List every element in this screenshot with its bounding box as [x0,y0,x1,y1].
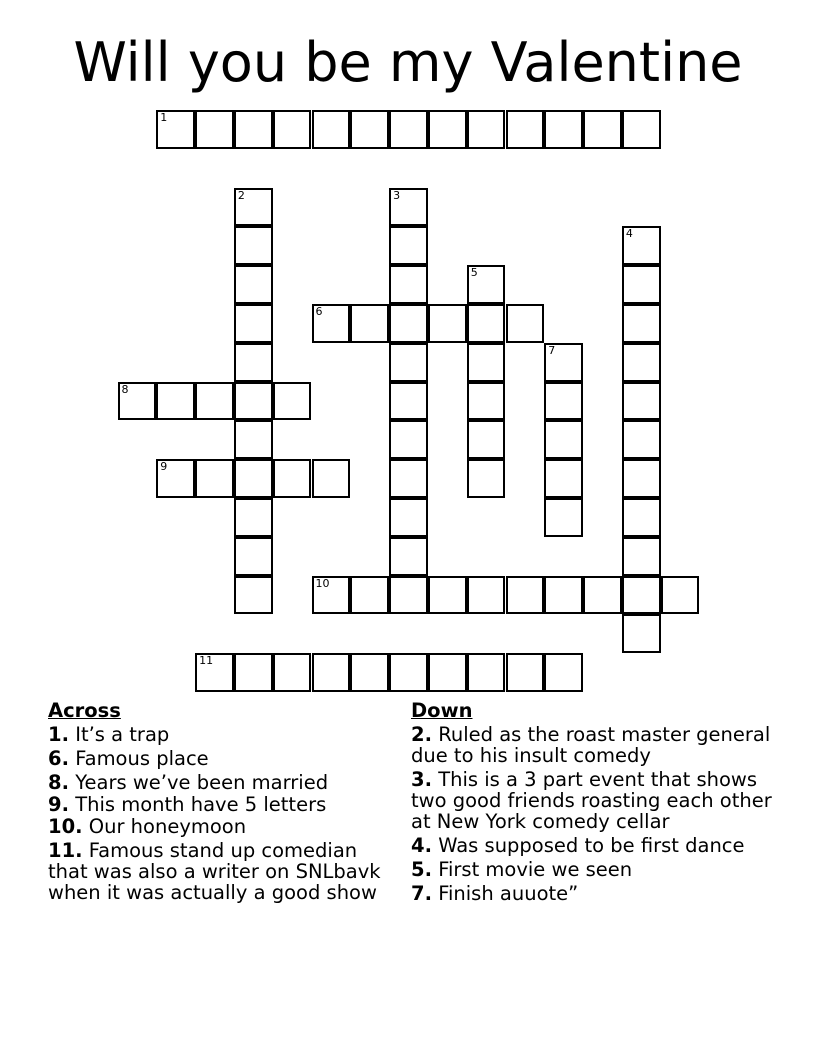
clue-number: 6 [315,305,323,318]
clue-down-4: 4. Was supposed to be first dance [411,834,745,857]
grid-cell[interactable] [389,576,428,615]
grid-cell[interactable] [544,382,583,421]
grid-cell[interactable] [389,498,428,537]
grid-cell[interactable] [273,653,312,692]
grid-cell[interactable] [195,459,234,498]
grid-cell[interactable] [234,576,273,615]
clue-down-5: 5. First movie we seen [411,858,633,881]
grid-cell[interactable] [234,188,273,227]
grid-cell[interactable] [156,382,195,421]
grid-cell[interactable] [428,576,467,615]
grid-cell[interactable] [389,265,428,304]
grid-cell[interactable] [389,110,428,149]
grid-cell[interactable] [156,459,195,498]
grid-cell[interactable] [118,382,157,421]
grid-cell[interactable] [389,188,428,227]
grid-cell[interactable] [467,576,506,615]
clue-number: 2 [237,188,245,202]
grid-cell[interactable] [389,537,428,576]
clue-across-10: 10. Our honeymoon [48,815,247,838]
clue-number: 9 [160,460,168,474]
grid-cell[interactable] [622,420,661,459]
grid-cell[interactable] [273,382,312,421]
grid-cell[interactable] [389,226,428,265]
grid-cell[interactable] [506,110,545,149]
clue-down-3: 3. This is a 3 part event that shows two good friends roasting each other at New York comedy cellar [411,768,772,833]
grid-cell[interactable] [234,420,273,459]
grid-cell[interactable] [506,304,545,343]
grid-cell[interactable] [234,498,273,537]
grid-cell[interactable] [234,653,273,692]
grid-cell[interactable] [622,576,661,615]
clue-across-8: 8. Years we’ve been married [48,771,329,794]
clue-across-1: 1. It’s a trap [48,723,170,746]
grid-cell[interactable] [467,459,506,498]
grid-cell[interactable] [544,420,583,459]
grid-cell[interactable] [622,265,661,304]
down-heading: Down [411,699,473,722]
clue-number: 10 [315,576,330,590]
grid-cell[interactable] [312,110,351,149]
clue-down-2: 2. Ruled as the roast master general due to his insult comedy [411,723,771,767]
clue-number: 7 [548,343,556,357]
grid-cell[interactable] [273,459,312,498]
clue-across-6: 6. Famous place [48,747,209,770]
grid-cell[interactable] [622,614,661,653]
grid-cell[interactable] [234,265,273,304]
across-clues [48,700,398,906]
grid-cell[interactable] [467,304,506,343]
grid-cell[interactable] [195,382,234,421]
grid-cell[interactable] [622,537,661,576]
grid-cell[interactable] [622,459,661,498]
grid-cell[interactable] [389,420,428,459]
clue-number: 11 [199,654,214,668]
grid-cell[interactable] [389,343,428,382]
grid-cell[interactable] [273,110,312,149]
grid-cell[interactable] [234,226,273,265]
grid-cell[interactable] [622,110,661,149]
grid-cell[interactable] [506,576,545,615]
grid-cell[interactable] [622,226,661,265]
grid-cell[interactable] [312,304,351,343]
clue-number: 4 [625,227,633,241]
grid-cell[interactable] [467,420,506,459]
grid-cell[interactable] [467,382,506,421]
down-clues [411,700,781,907]
grid-cell[interactable] [544,498,583,537]
grid-cell[interactable] [389,382,428,421]
across-heading: Across [48,699,121,722]
grid-cell[interactable] [389,304,428,343]
grid-cell[interactable] [350,576,389,615]
grid-cell[interactable] [622,382,661,421]
grid-cell[interactable] [234,459,273,498]
grid-cell[interactable] [234,304,273,343]
grid-cell[interactable] [544,459,583,498]
grid-cell[interactable] [195,110,234,149]
grid-cell[interactable] [622,498,661,537]
grid-cell[interactable] [234,343,273,382]
grid-cell[interactable] [544,653,583,692]
grid-cell[interactable] [506,653,545,692]
grid-cell[interactable] [544,343,583,382]
grid-cell[interactable] [467,343,506,382]
grid-cell[interactable] [156,110,195,149]
clue-across-11: 11. Famous stand up comedian that was also a writer on SNLbavk when it was actually a good show [48,839,381,904]
grid-cell[interactable] [312,653,351,692]
grid-cell[interactable] [234,110,273,149]
grid-cell[interactable] [622,304,661,343]
grid-cell[interactable] [467,110,506,149]
clue-number: 3 [393,188,401,202]
grid-cell[interactable] [195,653,234,692]
grid-cell[interactable] [428,304,467,343]
clue-number: 8 [121,382,129,396]
grid-cell[interactable] [583,576,622,615]
grid-cell[interactable] [350,110,389,149]
grid-cell[interactable] [661,576,700,615]
grid-cell[interactable] [544,110,583,149]
grid-cell[interactable] [350,653,389,692]
grid-cell[interactable] [234,382,273,421]
grid-cell[interactable] [312,459,351,498]
grid-cell[interactable] [389,653,428,692]
grid-cell[interactable] [428,653,467,692]
grid-cell[interactable] [467,653,506,692]
grid-cell[interactable] [389,459,428,498]
grid-cell[interactable] [428,110,467,149]
clue-number: 1 [160,111,168,124]
clue-number: 5 [470,266,478,280]
grid-cell[interactable] [234,537,273,576]
grid-cell[interactable] [622,343,661,382]
clue-across-9: 9. This month have 5 letters [48,793,327,816]
grid-cell[interactable] [583,110,622,149]
grid-cell[interactable] [350,304,389,343]
grid-cell[interactable] [544,576,583,615]
page-title: Will you be my Valentine [73,31,743,94]
clue-down-7: 7. Finish auuote” [411,882,579,905]
grid-cell[interactable] [312,576,351,615]
grid-cell[interactable] [467,265,506,304]
